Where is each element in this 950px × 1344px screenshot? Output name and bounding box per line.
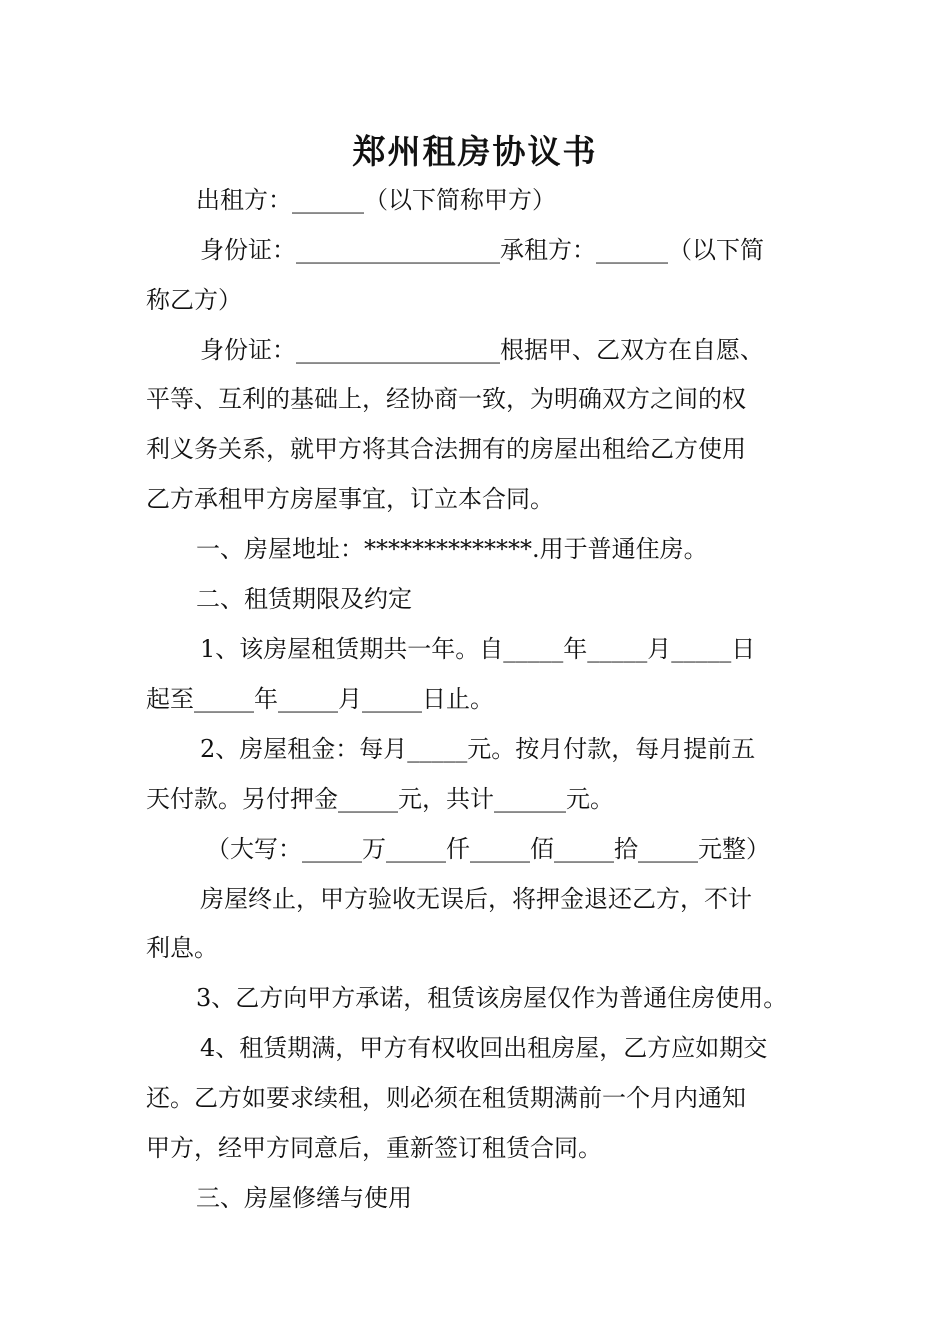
- paragraph-line: 一、房屋地址：**************.用于普通住房。: [196, 535, 708, 563]
- paragraph-line: 天付款。另付押金_____元，共计______元。: [146, 785, 614, 813]
- paragraph-line: 身份证：_________________承租方：______（以下简: [200, 236, 764, 264]
- paragraph-line: 利息。: [146, 934, 218, 962]
- section-heading: 二、租赁期限及约定: [196, 585, 412, 613]
- paragraph-line: 身份证：_________________根据甲、乙双方在自愿、: [200, 336, 764, 364]
- paragraph-line: 甲方，经甲方同意后，重新签订租赁合同。: [146, 1134, 602, 1162]
- paragraph-line: 出租方：______（以下简称甲方）: [196, 186, 556, 214]
- paragraph-line: 3、乙方向甲方承诺，租赁该房屋仅作为普通住房使用。: [196, 984, 788, 1012]
- paragraph-line: 平等、互利的基础上，经协商一致，为明确双方之间的权: [146, 385, 746, 413]
- paragraph-line: 称乙方）: [146, 286, 242, 314]
- paragraph-line: 起至_____年_____月_____日止。: [146, 685, 494, 713]
- paragraph-line: 房屋终止，甲方验收无误后，将押金退还乙方，不计: [200, 885, 752, 913]
- paragraph-line: 利义务关系，就甲方将其合法拥有的房屋出租给乙方使用: [146, 435, 746, 463]
- paragraph-line: （大写：_____万_____仟_____佰_____拾_____元整）: [206, 835, 770, 863]
- section-heading: 三、房屋修缮与使用: [196, 1184, 412, 1212]
- paragraph-line: 乙方承租甲方房屋事宜，订立本合同。: [146, 485, 554, 513]
- paragraph-line: 还。乙方如要求续租，则必须在租赁期满前一个月内通知: [146, 1084, 746, 1112]
- paragraph-line: 2、房屋租金：每月_____元。按月付款，每月提前五: [200, 735, 756, 763]
- paragraph-line: 4、租赁期满，甲方有权收回出租房屋，乙方应如期交: [200, 1034, 768, 1062]
- paragraph-line: 1、该房屋租赁期共一年。自_____年_____月_____日: [200, 635, 756, 663]
- document-title: 郑州租房协议书: [352, 132, 598, 171]
